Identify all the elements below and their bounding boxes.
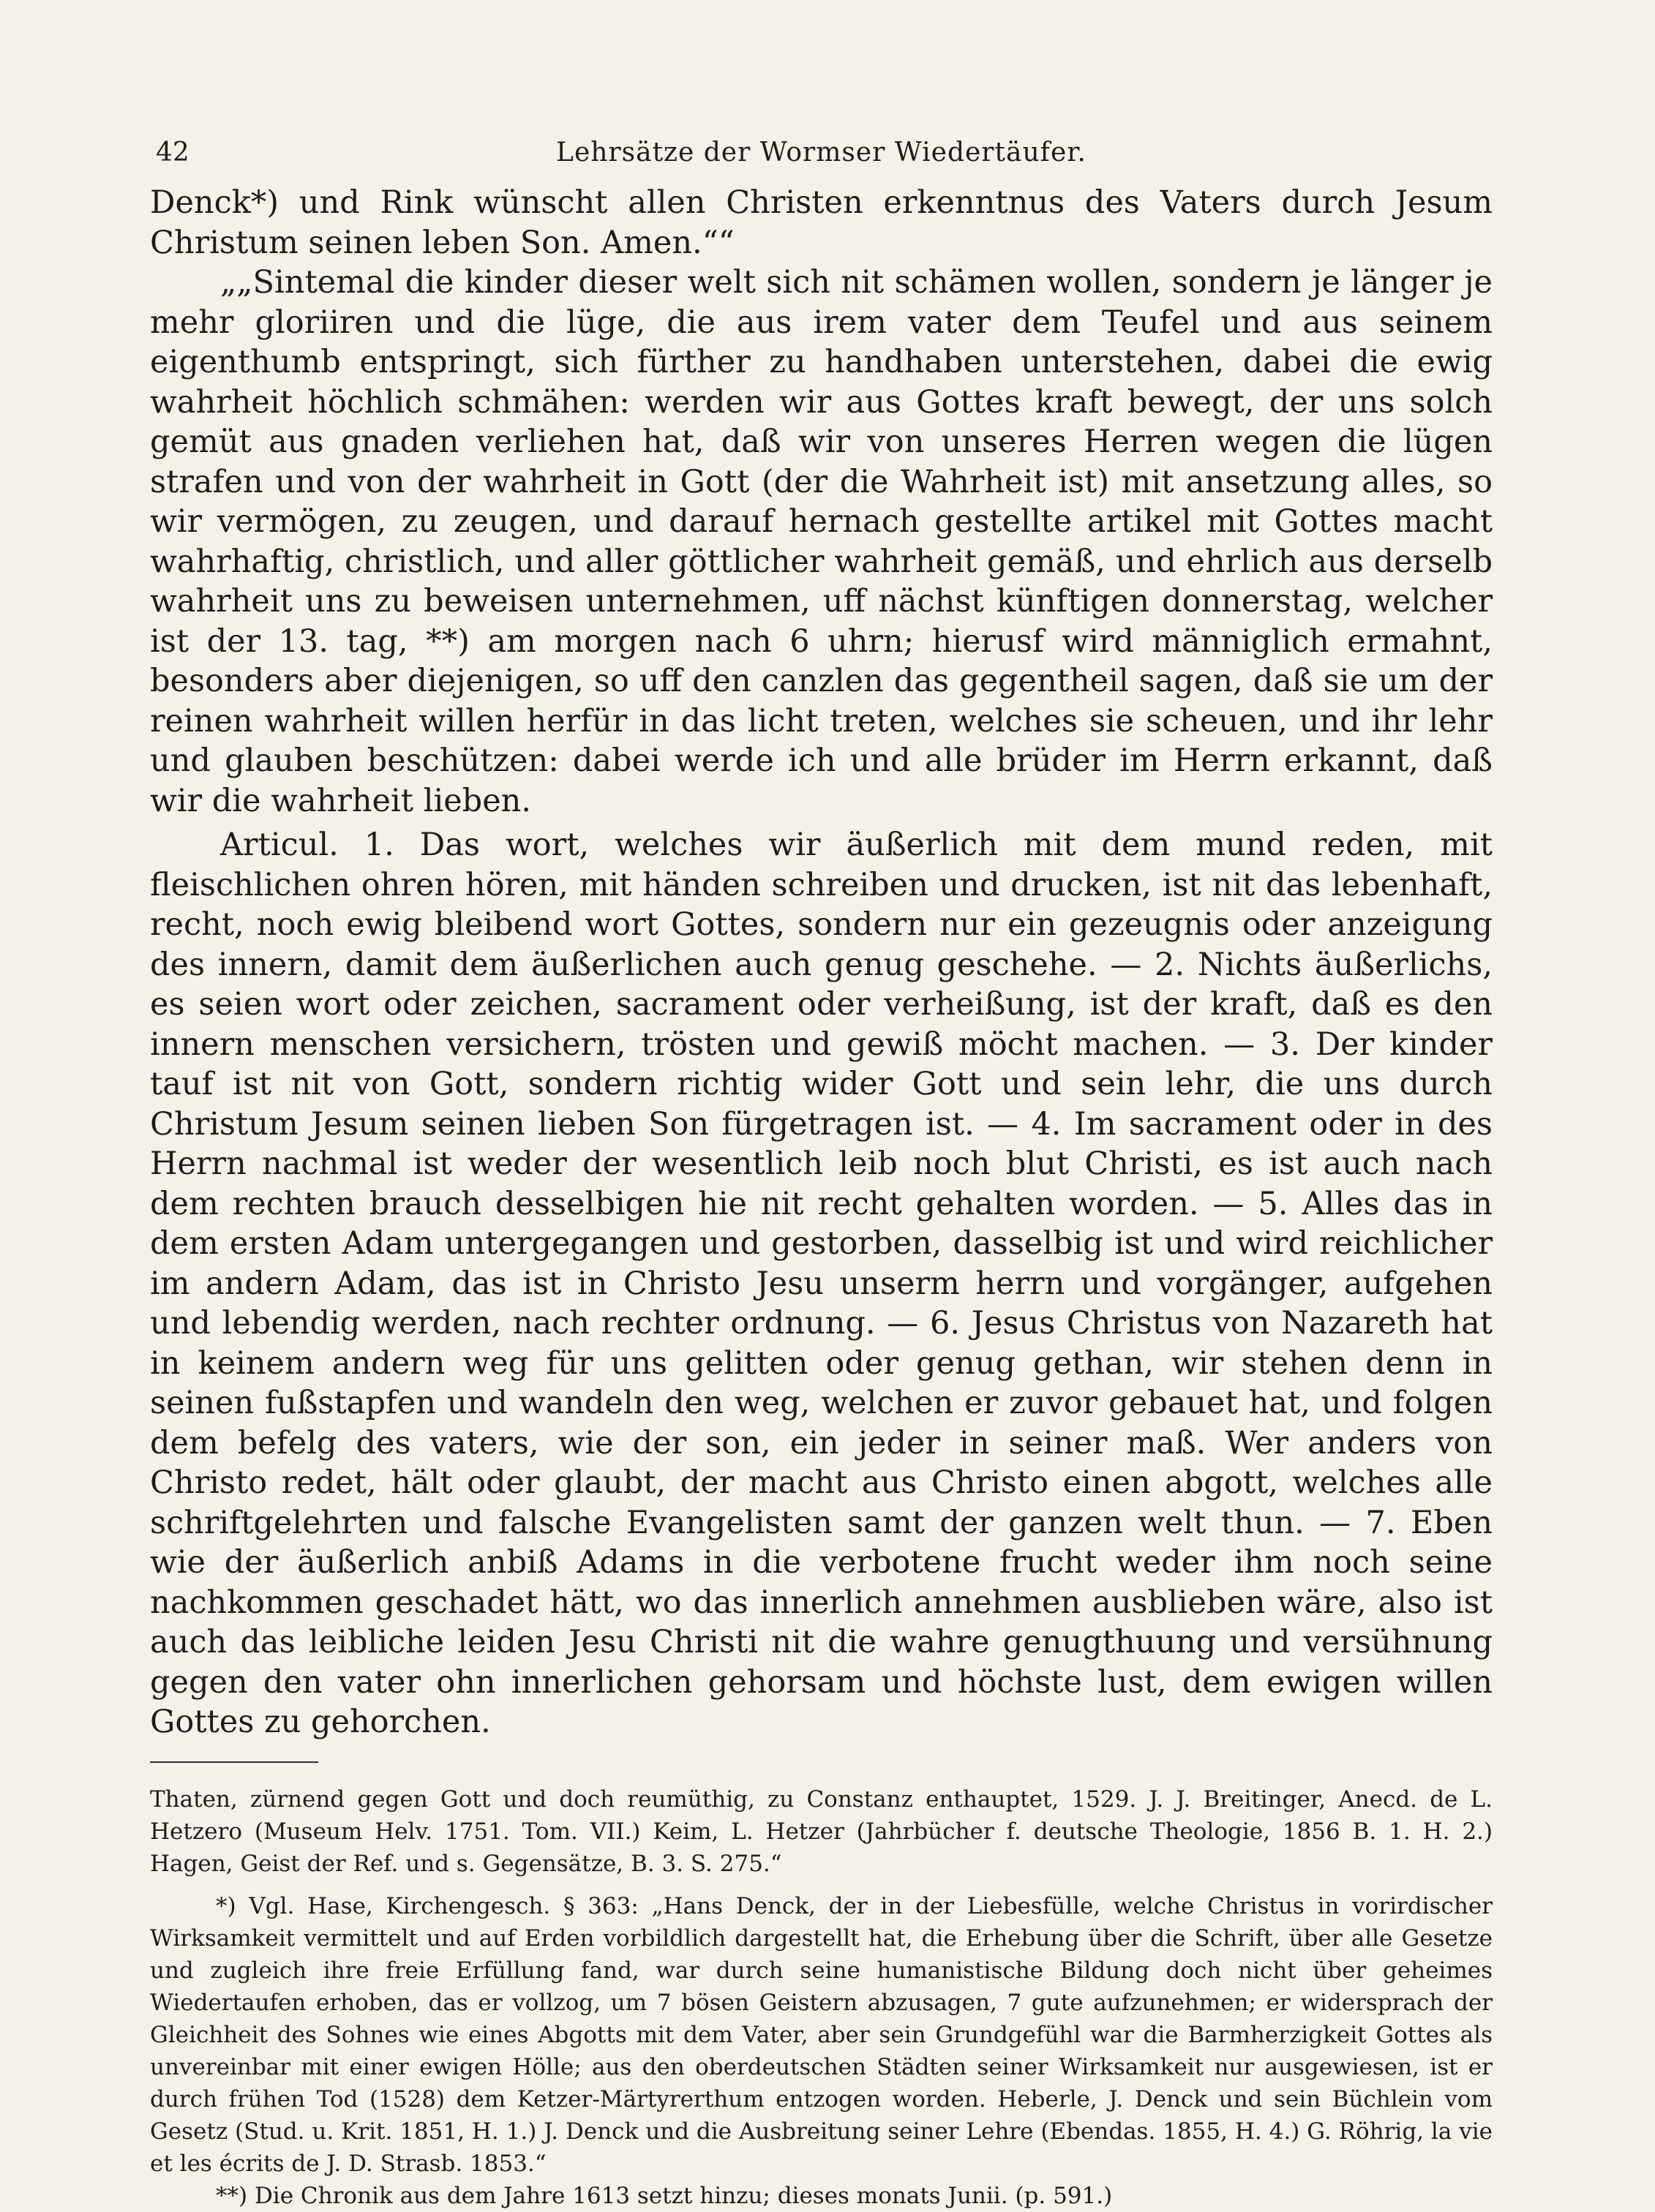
footnote-double-star: **) Die Chronik aus dem Jahre 1613 setzt hinzu; dieses monats Junii. (p. 591.) — [216, 2182, 1113, 2209]
page-header — [150, 124, 1493, 176]
paragraph-opening: Denck*) und Rink wünscht allen Christen erkenntnus des Vaters durch Jesum Christum seinen leben Son. Amen.““ — [150, 184, 1493, 261]
page-number: 42 — [156, 138, 189, 168]
footnote-continued: Thaten, zürnend gegen Gott und doch reumüthig, zu Constanz enthauptet, 1529. J. J. Breitinger, Anecd. de L. Hetzero (Museum Helv. 1751. Tom. VII.) Keim, L. Hetzer (Jahrbücher f. deutsche Theologie, 1856 B. 1. H. 2.) Hagen, Geist der Ref. und s. Gegensätze, B. 3. S. 275.“ — [150, 1786, 1493, 1877]
main-text — [150, 183, 1493, 1742]
footnote-divider — [150, 1761, 318, 1763]
paragraph-proclamation: „„Sintemal die kinder dieser welt sich nit schämen wollen, sondern je länger je mehr gloriiren und die lüge, die aus irem vater dem Teufel und aus seinem eigenthumb entspringt, sich fürther zu handhaben unterstehen, dabei die ewig wahrheit höchlich schmähen: werden wir aus Gottes kraft bewegt, der uns solch gemüt aus gnaden verliehen hat, daß wir von unseres Herren wegen die lügen strafen und von der wahrheit in Gott (der die Wahrheit ist) mit ansetzung alles, so wir vermögen, zu zeugen, und darauf hernach gestellte artikel mit Gottes macht wahrhaftig, christlich, und aller göttlicher wahrheit gemäß, und ehrlich aus derselb wahrheit uns zu beweisen unternehmen, uff nächst künftigen donnerstag, welcher ist der 13. tag, **) am morgen nach 6 uhrn; hierusf wird männiglich ermahnt, besonders aber diejenigen, so uff den canzlen das gegentheil sagen, daß sie um der reinen wahrheit willen herfür in das licht treten, welches sie scheuen, und ihr lehr und glauben beschützen: dabei werde ich und alle brüder im Herrn erkannt, daß wir die wahrheit lieben. — [150, 264, 1493, 819]
book-page — [150, 124, 1493, 2212]
paragraph-articles: Articul. 1. Das wort, welches wir äußerlich mit dem mund reden, mit fleischlichen ohren hören, mit händen schreiben und drucken, ist nit das lebenhaft, recht, noch ewig bleibend wort Gottes, sondern nur ein gezeugnis oder anzeigung des innern, damit dem äußerlichen auch genug geschehe. — 2. Nichts äußerlichs, es seien wort oder zeichen, sacrament oder verheißung, ist der kraft, daß es den innern menschen versichern, trösten und gewiß möcht machen. — 3. Der kinder tauf ist nit von Gott, sondern richtig wider Gott und sein lehr, die uns durch Christum Jesum seinen lieben Son fürgetragen ist. — 4. Im sacrament oder in des Herrn nachmal ist weder der wesentlich leib noch blut Christi, es ist auch nach dem rechten brauch desselbigen hie nit recht gehalten worden. — 5. Alles das in dem ersten Adam untergegangen und gestorben, dasselbig ist und wird reichlicher im andern Adam, das ist in Christo Jesu unserm herrn und vorgänger, aufgehen und lebendig werden, nach rechter ordnung. — 6. Jesus Christus von Nazareth hat in keinem andern weg für uns gelitten oder genug gethan, wir stehen denn in seinen fußstapfen und wandeln den weg, welchen er zuvor gebauet hat, und folgen dem befelg des vaters, wie der son, ein jeder in seiner maß. Wer anders von Christo redet, hält oder glaubt, der macht aus Christo einen abgott, welches alle schriftgelehrten und falsche Evangelisten samt der ganzen welt thun. — 7. Eben wie der äußerlich anbiß Adams in die verbotene frucht weder ihm noch seine nachkommen geschadet hätt, wo das innerlich annehmen ausblieben wäre, also ist auch das leibliche leiden Jesu Christi nit die wahre genugthuung und versühnung gegen den vater ohn innerlichen gehorsam und höchste lust, dem ewigen willen Gottes zu gehorchen. — [150, 827, 1493, 1740]
footnote-star: *) Vgl. Hase, Kirchengesch. § 363: „Hans Denck, der in der Liebesfülle, welche Christus in vorirdischer Wirksamkeit vermittelt und auf Erden vorbildlich dargestellt hat, die Erhebung über die Schrift, über alle Gesetze und zugleich ihre freie Erfüllung fand, war durch seine humanistische Bildung doch nicht über geheimes Wiedertaufen erhoben, das er vollzog, um 7 bösen Geistern abzusagen, 7 gute aufzunehmen; er widersprach der Gleichheit des Sohnes wie eines Abgotts mit dem Vater, aber sein Grundgefühl war die Barmherzigkeit Gottes als unvereinbar mit einer ewigen Hölle; aus den oberdeutschen Städten seiner Wirksamkeit nur ausgewiesen, ist er durch frühen Tod (1528) dem Ketzer-Märtyrerthum entzogen worden. Heberle, J. Denck und sein Büchlein vom Gesetz (Stud. u. Krit. 1851, H. 1.) J. Denck und die Ausbreitung seiner Lehre (Ebendas. 1855, H. 4.) G. Röhrig, la vie et les écrits de J. D. Strasb. 1853.“ — [150, 1892, 1493, 2177]
running-title: Lehrsätze der Wormser Wiedertäufer. — [556, 138, 1087, 168]
footnotes — [150, 1783, 1493, 2212]
